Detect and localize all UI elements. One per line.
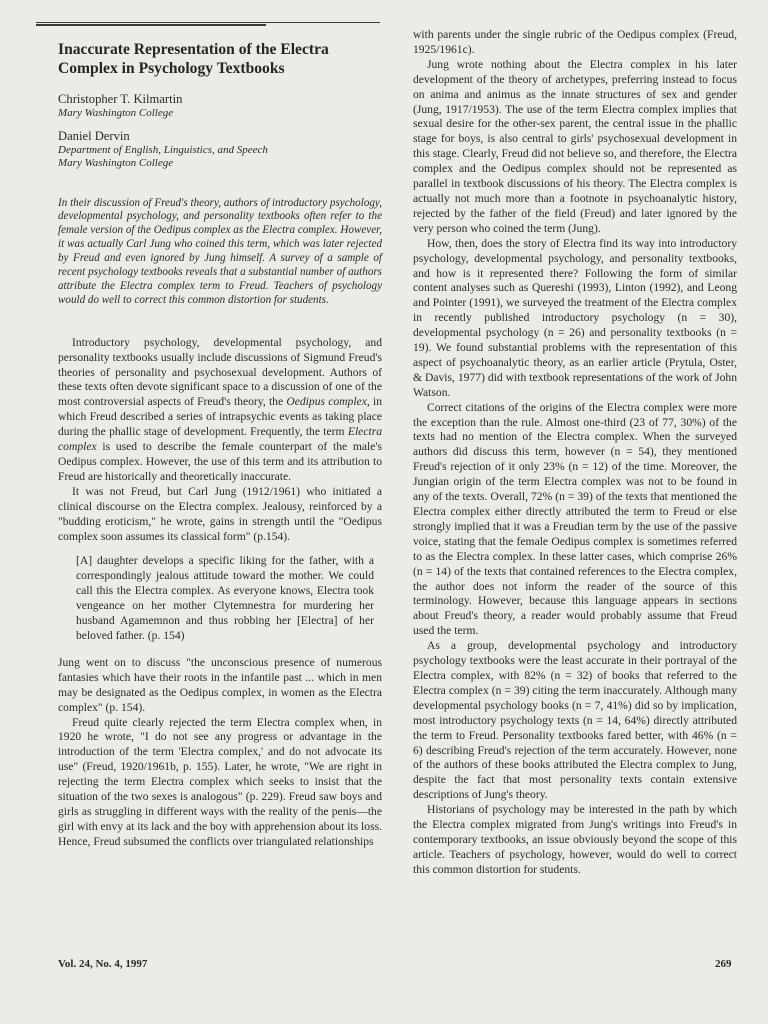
author-department: Department of English, Linguistics, and Speech bbox=[58, 143, 268, 156]
author-2 bbox=[58, 129, 382, 171]
paragraph: Jung went on to discuss "the unconscious presence of numerous fantasies which have their roots in the infantile past ... which in men may be designated as the Oedipus complex, in women as the Electra complex" (p. 154). bbox=[58, 655, 382, 714]
paragraph: It was not Freud, but Carl Jung (1912/1961) who initiated a clinical discourse on the Electra complex. Jealousy, reinforced by a "budding eroticism," he wrote, gains in strength until the "Oedipus complex soon assumes its classical form" (p.154). bbox=[58, 484, 382, 543]
author-affiliation: Mary Washington College bbox=[58, 107, 174, 119]
article-title: Inaccurate Representation of the Electra Complex in Psychology Textbooks bbox=[58, 41, 329, 77]
footer-volume: Vol. 24, No. 4, 1997 bbox=[58, 958, 148, 970]
left-column bbox=[58, 28, 382, 850]
paragraph: Historians of psychology may be interested in the path by which the Electra complex migrated from Jung's writings into Freud's in contemporary textbooks, an issue obviously beyond the scope of this article. Teachers of psychology, however, would do well to correct this common distortion for students. bbox=[413, 803, 737, 876]
author-name: Christopher T. Kilmartin bbox=[58, 92, 183, 106]
abstract: In their discussion of Freud's theory, authors of introductory psychology, developmental psychology, and personality textbooks often refer to the female version of the Oedipus complex as the Electra complex. However, it was actually Carl Jung who coined this term, which was later rejected by Freud and even ignored by Jung himself. A survey of a sample of recent psychology textbooks reveals that a substantial number of authors attribute the Electra complex term to Freud. Teachers of psychology would do well to correct this common distortion for students. bbox=[58, 196, 382, 306]
header-rule bbox=[36, 22, 380, 23]
author-name: Daniel Dervin bbox=[58, 128, 130, 143]
page-number: 269 bbox=[715, 958, 732, 970]
text-run: is used to describe the female counterpart of the male's Oedipus complex. However, the use of this term and its attribution to Freud are historically and theoretically inaccurate. bbox=[58, 440, 382, 483]
text-run: in which Freud described a series of intrapsychic events as taking place during the phallic stage of development. Frequently, the term bbox=[58, 395, 382, 439]
emphasis: Electra complex bbox=[58, 425, 382, 454]
paragraph bbox=[58, 336, 382, 485]
paragraph: Correct citations of the origins of the Electra complex were more the exception than the rule. Almost one-third (23 of 77, 30%) of the texts had no mention of the Electra complex. When the surveyed authors did discuss this term, however (n = 54), they mentioned Freud's rejection of it only 23% (n = 12) of the time. Moreover, the Jungian origin of the term Electra complex was not to be found in any of the texts. Overall, 72% (n = 39) of the texts that mentioned the Electra complex either directly attributed the term to Freud or else strongly implied that it was a Freudian term by the use of the passive voice, stating that the female Oedipus complex is sometimes referred to as the Electra complex. In these latter cases, which comprise 26% (n = 14) of the texts that contained references to the Electra complex, the author does not inform the reader of the source of this terminology. However, because this language appears in sections about Freud's theory, a reader would probably assume that Freud used the term. bbox=[413, 400, 737, 638]
paragraph: Freud quite clearly rejected the term Electra complex when, in 1920 he wrote, "I do not see any progress or advantage in the introduction of the term 'Electra complex,' and do not advocate its use" (Freud, 1920/1961b, p. 155). Later, he wrote, "We are right in rejecting the term Electra complex which seeks to insist that the situation of the two sexes is analogous" (p. 229). Freud saw boys and girls as struggling in different ways with the reality of the penis—the girl with envy at its lack and the boy with apprehension about its loss. Hence, Freud subsumed the conflicts over triangulated relationships bbox=[58, 715, 382, 848]
paragraph: As a group, developmental psychology and introductory psychology textbooks were the least accurate in their portrayal of the Electra complex, with 82% (n = 32) of books that referred to the Electra complex (n = 39) citing the term inaccurately. Although many developmental psychology books (n = 7, 41%) did so by implication, most introductory psychology texts (n = 14, 64%) directly attributed the term to Freud. Personality textbooks fared better, with 46% (n = 6) describing Freud's rejection of the term accurately. However, none of the authors of these books attributed the Electra complex to Jung, despite the fact that most personality texts contain extensive descriptions of Jung's theory. bbox=[413, 639, 737, 802]
paragraph: Jung wrote nothing about the Electra complex in his later development of the theory of archetypes, preferring instead to focus on anima and animus as the innate structures of sex and gender (Jung, 1917/1953). The use of the term Electra complex implies that sexual desire for the other-sex parent, the central issue in the phallic stage for boys, is also central to girls' psychosexual development in this stage. Clearly, Freud did not believe so, and therefore, the Electra complex and the Oedipus complex should not be represented as parallel in textbook discussions of his theory. The Electra complex is actually not much more than a footnote in psychoanalytic history, rejected by the father of the field (Freud) and later ignored by the very person who coined the term (Jung). bbox=[413, 57, 737, 235]
block-quote: [A] daughter develops a specific liking for the father, with a correspondingly jealous attitude toward the mother. We could call this the Electra complex. As everyone knows, Electra took vengeance on her mother Clytemnestra for murdering her husband Agamemnon and thus robbing her [Electra] of her beloved father. (p. 154) bbox=[76, 554, 374, 642]
emphasis: Oedipus complex, bbox=[286, 395, 370, 409]
text-run: Introductory psychology, developmental psychology, and personality textbooks usually include discussions of Sigmund Freud's theories of personality and psychosexual development. Authors of these texts often devote significant space to a discussion of one of the most controversial aspects of Freud's theory, the bbox=[58, 335, 382, 409]
paragraph: with parents under the single rubric of the Oedipus complex (Freud, 1925/1961c). bbox=[413, 28, 737, 56]
author-affiliation: Mary Washington College bbox=[58, 157, 174, 169]
paragraph: How, then, does the story of Electra find its way into introductory psychology, developmental psychology, and personality textbooks, and how is it represented there? Following the form of similar content analyses such as Quereshi (1993), Linton (1992), and Leong and Pointer (1991), we surveyed the treatment of the Electra complex in recently published introductory psychology (n = 30), developmental psychology (n = 26) and personality textbooks (n = 19). We found substantial problems with the representation of this aspect of psychoanalytic theory, as an earlier article (Prytula, Oster, & Davis, 1977) did with textbook representations of the work of John Watson. bbox=[413, 236, 737, 399]
right-column bbox=[413, 28, 737, 878]
author-1 bbox=[58, 92, 382, 121]
body-text-left bbox=[58, 336, 382, 850]
